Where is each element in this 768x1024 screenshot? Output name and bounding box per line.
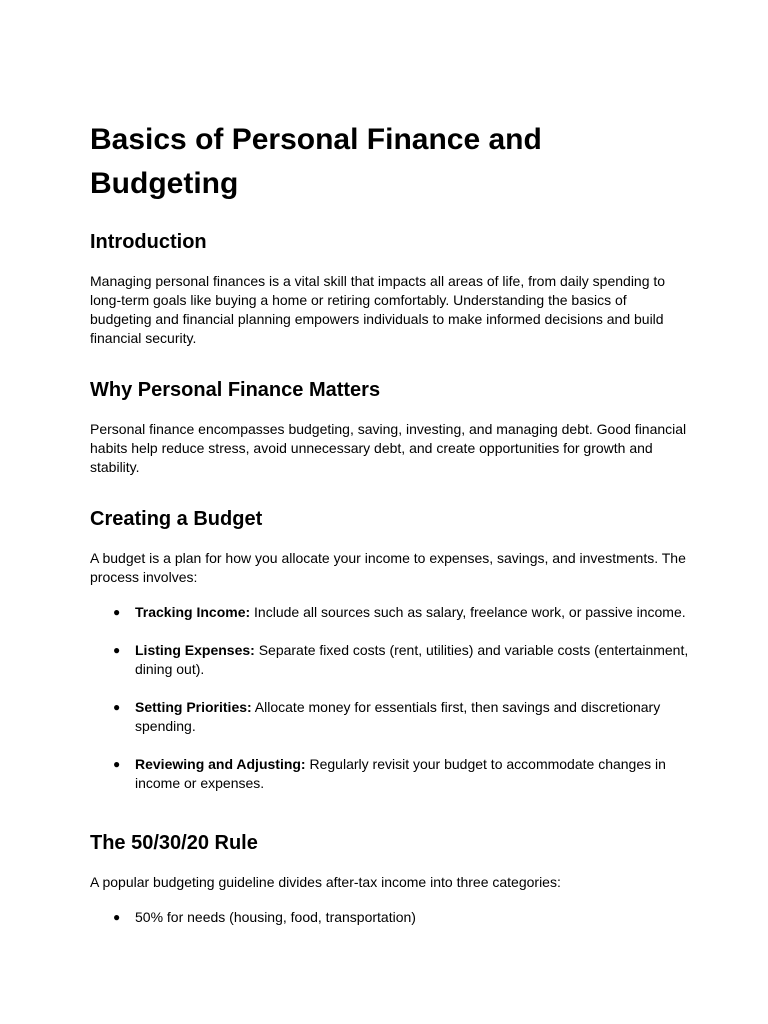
list-item-label: Reviewing and Adjusting: [135,756,306,772]
list-item-label: Tracking Income: [135,604,251,620]
list-item-text: Allocate money for essentials first, then savings and discretionary spending. [135,699,661,734]
section-heading-creating-a-budget: Creating a Budget [90,508,263,530]
bullet-icon: ● [113,910,121,924]
rule-paragraph: A popular budgeting guideline divides after-tax income into three categories: [90,874,561,890]
creating-budget-paragraph: A budget is a plan for how you allocate your income to expenses, savings, and investments. The process involves: [90,550,686,585]
list-item-text: Separate fixed costs (rent, utilities) and variable costs (entertainment, dining out). [135,642,689,677]
document-title: Basics of Personal Finance and Budgeting [90,123,542,200]
list-item-label: Setting Priorities: [135,699,252,715]
list-item [90,908,690,927]
document-body [90,118,690,946]
list-item-text: Regularly revisit your budget to accommodate changes in income or expenses. [135,756,666,791]
list-item-label: Listing Expenses: [135,642,255,658]
list-item-text: 50% for needs (housing, food, transportation) [135,909,416,925]
bullet-icon: ● [113,643,121,657]
list-item [90,755,690,793]
introduction-paragraph: Managing personal finances is a vital skill that impacts all areas of life, from daily spending to long-term goals like buying a home or retiring comfortably. Understanding the basics of budgeting and financial planning empowers individuals to make informed decisions and build financial security. [90,273,666,346]
list-item [90,698,690,736]
rule-categories-list [90,908,690,927]
section-heading-50-30-20-rule: The 50/30/20 Rule [90,832,258,854]
bullet-icon: ● [113,757,121,771]
bullet-icon: ● [113,700,121,714]
section-heading-why-personal-finance-matters: Why Personal Finance Matters [90,379,381,401]
list-item [90,603,690,622]
bullet-icon: ● [113,605,121,619]
list-item [90,641,690,679]
budget-steps-list [90,603,690,793]
list-item-text: Include all sources such as salary, freelance work, or passive income. [250,604,686,620]
why-finance-paragraph: Personal finance encompasses budgeting, saving, investing, and managing debt. Good financial habits help reduce stress, avoid unnecessary debt, and create opportunities for growth and stability. [90,421,687,475]
section-heading-introduction: Introduction [90,231,207,253]
